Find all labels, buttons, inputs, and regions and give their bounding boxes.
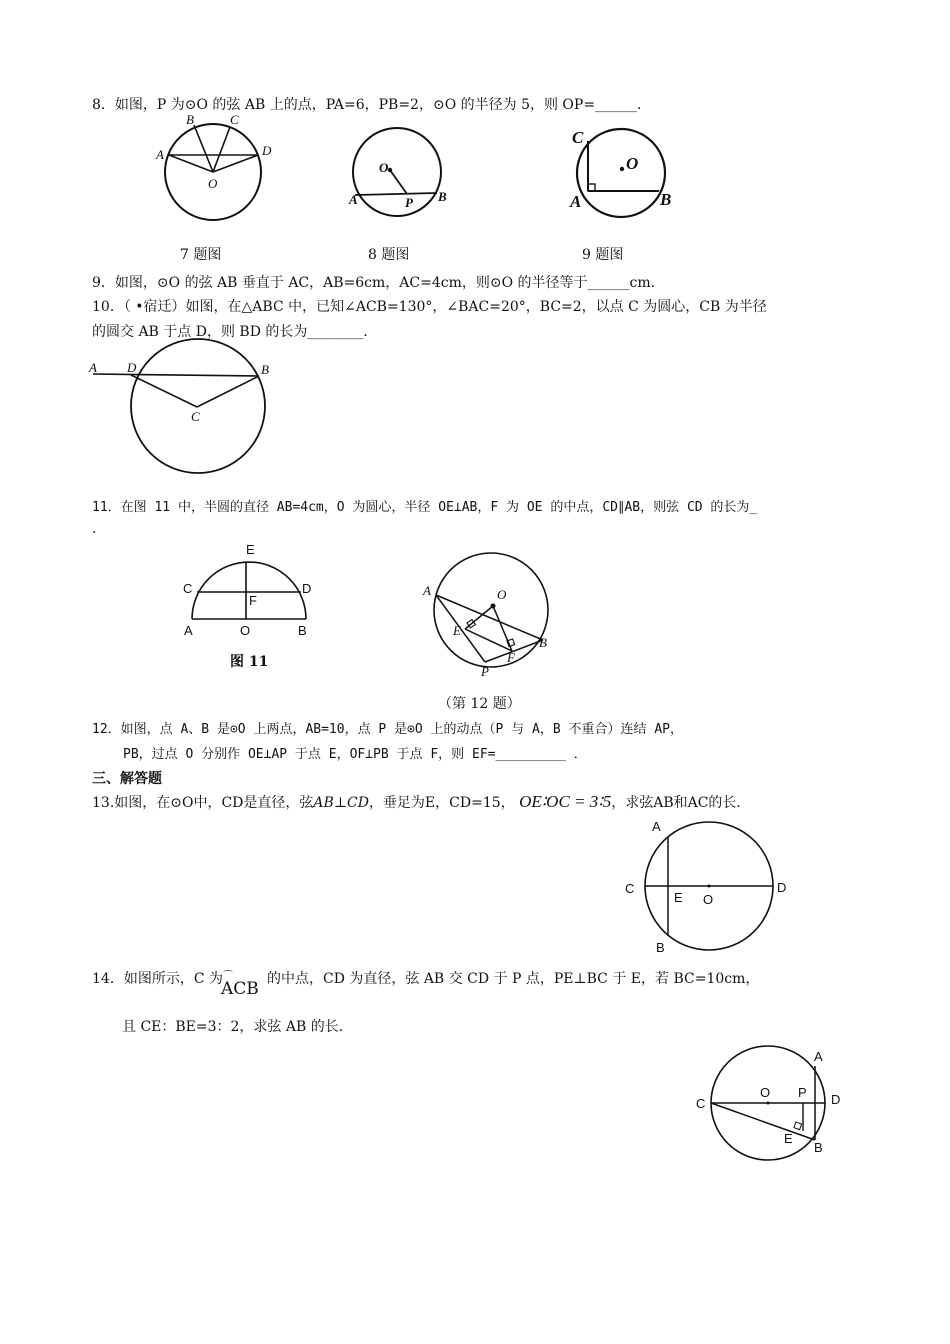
q14-line2: 且 CE：BE=3：2，求弦 AB 的长．	[122, 1019, 353, 1035]
section-3-title: 三、解答题	[92, 771, 162, 787]
fig12-caption: （第 12 题）	[438, 696, 521, 712]
fig10-label-a: A	[89, 360, 97, 375]
fig11-label-f: F	[249, 593, 257, 608]
fig11-label-a: A	[184, 623, 193, 638]
fig14-label-c: C	[696, 1096, 706, 1111]
q13-text-a: 13.如图，在⊙O中，CD是直径，弦	[92, 795, 314, 811]
q13-text-b: AB⊥CD	[313, 795, 369, 811]
q8-text: 8．如图，P 为⊙O 的弦 AB 上的点，PA=6，PB=2，⊙O 的半径为 5，则 OP=______．	[92, 97, 652, 113]
fig13-label-e: E	[674, 890, 683, 905]
q12-line2: PB，过点 O 分别作 OE⊥AP 于点 E，OF⊥PB 于点 F，则 EF=_________ ．	[123, 747, 587, 762]
figure-9	[568, 125, 688, 225]
fig10-label-d: D	[127, 360, 137, 375]
fig9-label-b: B	[660, 190, 672, 209]
q13-text-d: ，求弦AB和AC的长.	[611, 795, 741, 811]
fig11-label-d: D	[302, 581, 312, 596]
fig14-label-o: O	[760, 1085, 771, 1100]
fig11-label-o: O	[240, 623, 251, 638]
fig7-label-b: B	[186, 112, 194, 127]
figure-8	[345, 120, 465, 220]
fig11-label-e: E	[246, 542, 255, 557]
fig11-caption: 图 11	[230, 654, 269, 670]
fig7-label-a: A	[156, 147, 164, 162]
fig9-label-c: C	[572, 128, 584, 147]
q14-text-a: 14．如图所示，C 为	[92, 971, 223, 987]
figure-12	[415, 545, 565, 685]
q13-text-c: ，垂足为E，CD=15，	[368, 795, 515, 811]
fig12-label-e: E	[453, 623, 461, 638]
figure-7	[150, 110, 290, 230]
fig8-label-b: B	[438, 189, 447, 204]
q14-line1: 14．如图所示，C 为 ⌒ ACB 的中点，CD 为直径，弦 AB 交 CD 于 P 点，PE⊥BC 于 E，若 BC=10cm，	[92, 971, 760, 999]
fig13-label-a: A	[652, 819, 661, 834]
fig14-label-e: E	[784, 1131, 793, 1146]
fig13-label-c: C	[625, 881, 635, 896]
fig13-label-b: B	[656, 940, 665, 955]
fig14-label-p: P	[798, 1085, 807, 1100]
fig9-caption: 9 题图	[582, 247, 624, 263]
fig12-label-a: A	[423, 583, 431, 598]
fig9-label-a: A	[570, 192, 582, 211]
figure-11	[180, 540, 330, 640]
fig12-label-b: B	[539, 635, 547, 650]
fig14-label-b: B	[814, 1140, 823, 1155]
q10-line2: 的圆交 AB 于点 D，则 BD 的长为________．	[92, 324, 378, 340]
fig11-label-b: B	[298, 623, 307, 638]
fig7-label-d: D	[262, 143, 272, 158]
fig12-label-f: F	[507, 650, 515, 665]
fig14-label-d: D	[831, 1092, 841, 1107]
fig12-label-o: O	[497, 587, 507, 602]
fig9-label-o: O	[626, 154, 639, 173]
q12-line1: 12．如图，点 A、B 是⊙O 上两点，AB=10，点 P 是⊙O 上的动点（P 与 A，B 不重合）连结 AP，	[92, 722, 683, 737]
fig8-label-o: O	[379, 160, 389, 175]
q13-text	[92, 792, 741, 812]
fig13-label-o: O	[703, 892, 714, 907]
fig8-label-p: P	[405, 195, 413, 210]
q10-line1: 10．（ •宿迁）如图，在△ABC 中，已知∠ACB=130°，∠BAC=20°，BC=2，以点 C 为圆心，CB 为半径	[92, 299, 767, 315]
fig12-label-p: P	[481, 664, 489, 679]
fig11-label-c: C	[183, 581, 193, 596]
q11-line2: ．	[92, 521, 106, 537]
q14-arc-label: ACB	[220, 979, 259, 999]
fig7-label-c: C	[230, 112, 239, 127]
q9-text: 9．如图，⊙O 的弦 AB 垂直于 AC，AB=6cm，AC=4cm，则⊙O 的半径等于______cm．	[92, 275, 665, 291]
fig8-label-a: A	[349, 192, 358, 207]
q14-text-b: 的中点，CD 为直径，弦 AB 交 CD 于 P 点，PE⊥BC 于 E，若 BC=10cm，	[266, 971, 760, 987]
fig10-label-b: B	[261, 362, 269, 377]
fig7-label-o: O	[208, 176, 218, 191]
figure-14	[690, 1040, 850, 1170]
fig14-label-a: A	[814, 1049, 823, 1064]
figure-10	[85, 335, 285, 480]
q11-line1: 11．在图 11 中，半圆的直径 AB=4cm，O 为圆心，半径 OE⊥AB，F 为 OE 的中点，CD∥AB，则弦 CD 的长为_	[92, 500, 758, 515]
figure-13	[618, 815, 808, 960]
fig8-caption: 8 题图	[368, 247, 410, 263]
fig7-caption: 7 题图	[180, 247, 222, 263]
q13-ratio: OE∶OC = 3∶5	[519, 792, 612, 811]
fig10-label-c: C	[191, 409, 200, 424]
fig13-label-d: D	[777, 880, 787, 895]
